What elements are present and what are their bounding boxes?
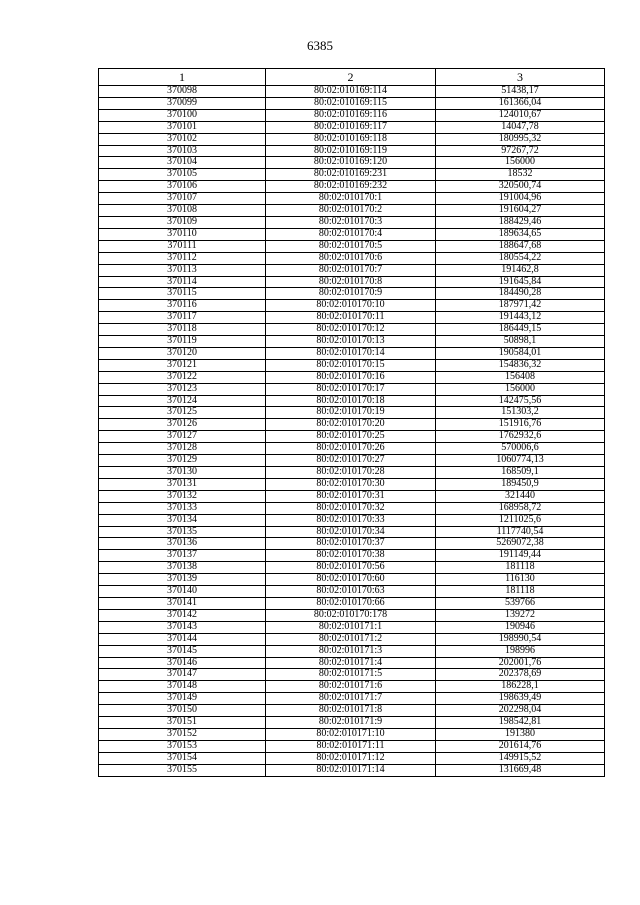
record-number-cell: 370114 [99,276,266,288]
table-row [99,121,605,133]
record-number-cell: 370150 [99,705,266,717]
table-row [99,383,605,395]
cadastral-number-cell: 80:02:010170:33 [266,514,436,526]
cadastral-number-cell: 80:02:010170:15 [266,359,436,371]
value-cell: 181118 [436,562,605,574]
record-number-cell: 370126 [99,419,266,431]
cadastral-number-cell: 80:02:010170:31 [266,490,436,502]
cadastral-number-cell: 80:02:010171:6 [266,681,436,693]
value-cell: 202001,76 [436,657,605,669]
record-number-cell: 370138 [99,562,266,574]
cadastral-number-cell: 80:02:010171:2 [266,633,436,645]
record-number-cell: 370106 [99,181,266,193]
value-cell: 161366,04 [436,97,605,109]
table-row [99,109,605,121]
cadastral-number-cell: 80:02:010170:6 [266,252,436,264]
table-row [99,157,605,169]
cadastral-number-cell: 80:02:010170:63 [266,586,436,598]
table-row [99,597,605,609]
cadastral-number-cell: 80:02:010171:9 [266,717,436,729]
table-row [99,538,605,550]
record-number-cell: 370142 [99,609,266,621]
cadastral-number-cell: 80:02:010170:1 [266,193,436,205]
record-number-cell: 370154 [99,752,266,764]
value-cell: 156000 [436,383,605,395]
record-number-cell: 370110 [99,228,266,240]
table-row [99,97,605,109]
table-row [99,586,605,598]
cadastral-number-cell: 80:02:010171:7 [266,693,436,705]
cadastral-number-cell: 80:02:010170:26 [266,443,436,455]
value-cell: 191645,84 [436,276,605,288]
value-cell: 190946 [436,621,605,633]
record-number-cell: 370144 [99,633,266,645]
table-row [99,526,605,538]
record-number-cell: 370139 [99,574,266,586]
cadastral-number-cell: 80:02:010170:11 [266,312,436,324]
cadastral-number-cell: 80:02:010170:60 [266,574,436,586]
cadastral-number-cell: 80:02:010170:30 [266,478,436,490]
table-row [99,407,605,419]
cadastral-number-cell: 80:02:010170:66 [266,597,436,609]
table-row [99,609,605,621]
record-number-cell: 370153 [99,740,266,752]
value-cell: 191604,27 [436,205,605,217]
table-row [99,431,605,443]
cadastral-number-cell: 80:02:010169:232 [266,181,436,193]
value-cell: 191462,8 [436,264,605,276]
record-number-cell: 370109 [99,216,266,228]
record-number-cell: 370125 [99,407,266,419]
record-number-cell: 370146 [99,657,266,669]
value-cell: 189450,9 [436,478,605,490]
record-number-cell: 370100 [99,109,266,121]
table-row [99,145,605,157]
record-number-cell: 370108 [99,205,266,217]
record-number-cell: 370148 [99,681,266,693]
record-number-cell: 370098 [99,86,266,98]
value-cell: 142475,56 [436,395,605,407]
record-number-cell: 370141 [99,597,266,609]
record-number-cell: 370129 [99,455,266,467]
value-cell: 191004,96 [436,193,605,205]
record-number-cell: 370119 [99,336,266,348]
value-cell: 539766 [436,597,605,609]
value-cell: 156000 [436,157,605,169]
value-cell: 321440 [436,490,605,502]
cadastral-number-cell: 80:02:010170:25 [266,431,436,443]
record-number-cell: 370122 [99,371,266,383]
cadastral-number-cell: 80:02:010171:1 [266,621,436,633]
table-row [99,562,605,574]
table-row [99,300,605,312]
value-cell: 190584,01 [436,347,605,359]
table-row [99,216,605,228]
cadastral-number-cell: 80:02:010170:14 [266,347,436,359]
value-cell: 151916,76 [436,419,605,431]
value-cell: 202378,69 [436,669,605,681]
value-cell: 1762932,6 [436,431,605,443]
record-number-cell: 370103 [99,145,266,157]
value-cell: 5269072,38 [436,538,605,550]
value-cell: 198639,49 [436,693,605,705]
cadastral-number-cell: 80:02:010171:10 [266,728,436,740]
cadastral-number-cell: 80:02:010170:3 [266,216,436,228]
record-number-cell: 370140 [99,586,266,598]
table-body [99,86,605,777]
table-row [99,395,605,407]
record-number-cell: 370127 [99,431,266,443]
table-row [99,205,605,217]
table-row [99,455,605,467]
table-row [99,252,605,264]
cadastral-number-cell: 80:02:010170:178 [266,609,436,621]
record-number-cell: 370132 [99,490,266,502]
value-cell: 14047,78 [436,121,605,133]
table-row [99,228,605,240]
cadastral-number-cell: 80:02:010170:16 [266,371,436,383]
table-row [99,312,605,324]
record-number-cell: 370117 [99,312,266,324]
cadastral-number-cell: 80:02:010170:13 [266,336,436,348]
table-row [99,478,605,490]
value-cell: 131669,48 [436,764,605,776]
cadastral-number-cell: 80:02:010169:115 [266,97,436,109]
value-cell: 189634,65 [436,228,605,240]
record-number-cell: 370143 [99,621,266,633]
table-row [99,181,605,193]
column-header-2: 2 [266,69,436,86]
value-cell: 149915,52 [436,752,605,764]
record-number-cell: 370136 [99,538,266,550]
value-cell: 191380 [436,728,605,740]
table-row [99,240,605,252]
cadastral-number-cell: 80:02:010171:3 [266,645,436,657]
record-number-cell: 370131 [99,478,266,490]
table-row [99,728,605,740]
record-number-cell: 370124 [99,395,266,407]
table-row [99,669,605,681]
value-cell: 186228,1 [436,681,605,693]
cadastral-number-cell: 80:02:010170:38 [266,550,436,562]
table-row [99,681,605,693]
record-number-cell: 370102 [99,133,266,145]
table-row [99,264,605,276]
cadastral-number-cell: 80:02:010169:120 [266,157,436,169]
record-number-cell: 370121 [99,359,266,371]
record-number-cell: 370135 [99,526,266,538]
value-cell: 188429,46 [436,216,605,228]
record-number-cell: 370149 [99,693,266,705]
cadastral-number-cell: 80:02:010170:9 [266,288,436,300]
cadastral-number-cell: 80:02:010170:12 [266,324,436,336]
record-number-cell: 370116 [99,300,266,312]
cadastral-number-cell: 80:02:010170:2 [266,205,436,217]
value-cell: 201614,76 [436,740,605,752]
value-cell: 191443,12 [436,312,605,324]
table-row [99,752,605,764]
table-row [99,502,605,514]
cadastral-number-cell: 80:02:010169:114 [266,86,436,98]
cadastral-number-cell: 80:02:010170:8 [266,276,436,288]
cadastral-number-cell: 80:02:010169:118 [266,133,436,145]
record-number-cell: 370133 [99,502,266,514]
value-cell: 156408 [436,371,605,383]
cadastral-number-cell: 80:02:010171:12 [266,752,436,764]
record-number-cell: 370099 [99,97,266,109]
table-row [99,764,605,776]
cadastral-number-cell: 80:02:010169:119 [266,145,436,157]
table-row [99,347,605,359]
record-number-cell: 370118 [99,324,266,336]
column-header-3: 3 [436,69,605,86]
record-number-cell: 370115 [99,288,266,300]
value-cell: 51438,17 [436,86,605,98]
record-number-cell: 370128 [99,443,266,455]
table-row [99,467,605,479]
table-row [99,490,605,502]
record-number-cell: 370123 [99,383,266,395]
table-header-row [99,69,605,86]
value-cell: 198542,81 [436,717,605,729]
value-cell: 18532 [436,169,605,181]
cadastral-number-cell: 80:02:010170:17 [266,383,436,395]
value-cell: 202298,04 [436,705,605,717]
table-row [99,276,605,288]
table-row [99,574,605,586]
table-row [99,645,605,657]
value-cell: 181118 [436,586,605,598]
value-cell: 154836,32 [436,359,605,371]
value-cell: 186449,15 [436,324,605,336]
cadastral-number-cell: 80:02:010171:5 [266,669,436,681]
record-number-cell: 370107 [99,193,266,205]
table-row [99,717,605,729]
cadastral-number-cell: 80:02:010169:116 [266,109,436,121]
value-cell: 151303,2 [436,407,605,419]
table-row [99,514,605,526]
record-number-cell: 370101 [99,121,266,133]
cadastral-number-cell: 80:02:010170:27 [266,455,436,467]
value-cell: 124010,67 [436,109,605,121]
value-cell: 184490,28 [436,288,605,300]
record-number-cell: 370147 [99,669,266,681]
table-row [99,193,605,205]
record-number-cell: 370120 [99,347,266,359]
value-cell: 320500,74 [436,181,605,193]
cadastral-number-cell: 80:02:010170:56 [266,562,436,574]
cadastral-number-cell: 80:02:010170:34 [266,526,436,538]
record-number-cell: 370152 [99,728,266,740]
cadastral-number-cell: 80:02:010171:4 [266,657,436,669]
table-row [99,359,605,371]
record-number-cell: 370130 [99,467,266,479]
record-number-cell: 370134 [99,514,266,526]
cadastral-number-cell: 80:02:010169:231 [266,169,436,181]
value-cell: 188647,68 [436,240,605,252]
record-number-cell: 370113 [99,264,266,276]
value-cell: 1060774,13 [436,455,605,467]
table-row [99,550,605,562]
table-row [99,288,605,300]
table-row [99,621,605,633]
cadastral-number-cell: 80:02:010170:19 [266,407,436,419]
cadastral-number-cell: 80:02:010170:37 [266,538,436,550]
value-cell: 50898,1 [436,336,605,348]
record-number-cell: 370104 [99,157,266,169]
registry-table [98,68,605,777]
record-number-cell: 370155 [99,764,266,776]
cadastral-number-cell: 80:02:010170:7 [266,264,436,276]
value-cell: 180554,22 [436,252,605,264]
table-row [99,740,605,752]
cadastral-number-cell: 80:02:010170:5 [266,240,436,252]
table-row [99,419,605,431]
record-number-cell: 370137 [99,550,266,562]
cadastral-number-cell: 80:02:010170:18 [266,395,436,407]
table-row [99,324,605,336]
table-row [99,657,605,669]
value-cell: 1211025,6 [436,514,605,526]
table-row [99,169,605,181]
value-cell: 139272 [436,609,605,621]
cadastral-number-cell: 80:02:010170:10 [266,300,436,312]
value-cell: 198990,54 [436,633,605,645]
record-number-cell: 370112 [99,252,266,264]
cadastral-number-cell: 80:02:010170:20 [266,419,436,431]
value-cell: 97267,72 [436,145,605,157]
value-cell: 187971,42 [436,300,605,312]
page-number: 6385 [307,38,333,53]
value-cell: 191149,44 [436,550,605,562]
cadastral-number-cell: 80:02:010170:4 [266,228,436,240]
table-row [99,133,605,145]
table-row [99,86,605,98]
value-cell: 168509,1 [436,467,605,479]
table-row [99,693,605,705]
cadastral-number-cell: 80:02:010171:11 [266,740,436,752]
cadastral-number-cell: 80:02:010171:8 [266,705,436,717]
column-header-1: 1 [99,69,266,86]
table-row [99,443,605,455]
value-cell: 570006,6 [436,443,605,455]
value-cell: 116130 [436,574,605,586]
table-row [99,633,605,645]
table-row [99,371,605,383]
value-cell: 180995,32 [436,133,605,145]
cadastral-number-cell: 80:02:010169:117 [266,121,436,133]
value-cell: 198996 [436,645,605,657]
cadastral-number-cell: 80:02:010170:32 [266,502,436,514]
value-cell: 1117740,54 [436,526,605,538]
record-number-cell: 370145 [99,645,266,657]
record-number-cell: 370151 [99,717,266,729]
table-row [99,336,605,348]
value-cell: 168958,72 [436,502,605,514]
record-number-cell: 370105 [99,169,266,181]
table-row [99,705,605,717]
record-number-cell: 370111 [99,240,266,252]
cadastral-number-cell: 80:02:010171:14 [266,764,436,776]
cadastral-number-cell: 80:02:010170:28 [266,467,436,479]
